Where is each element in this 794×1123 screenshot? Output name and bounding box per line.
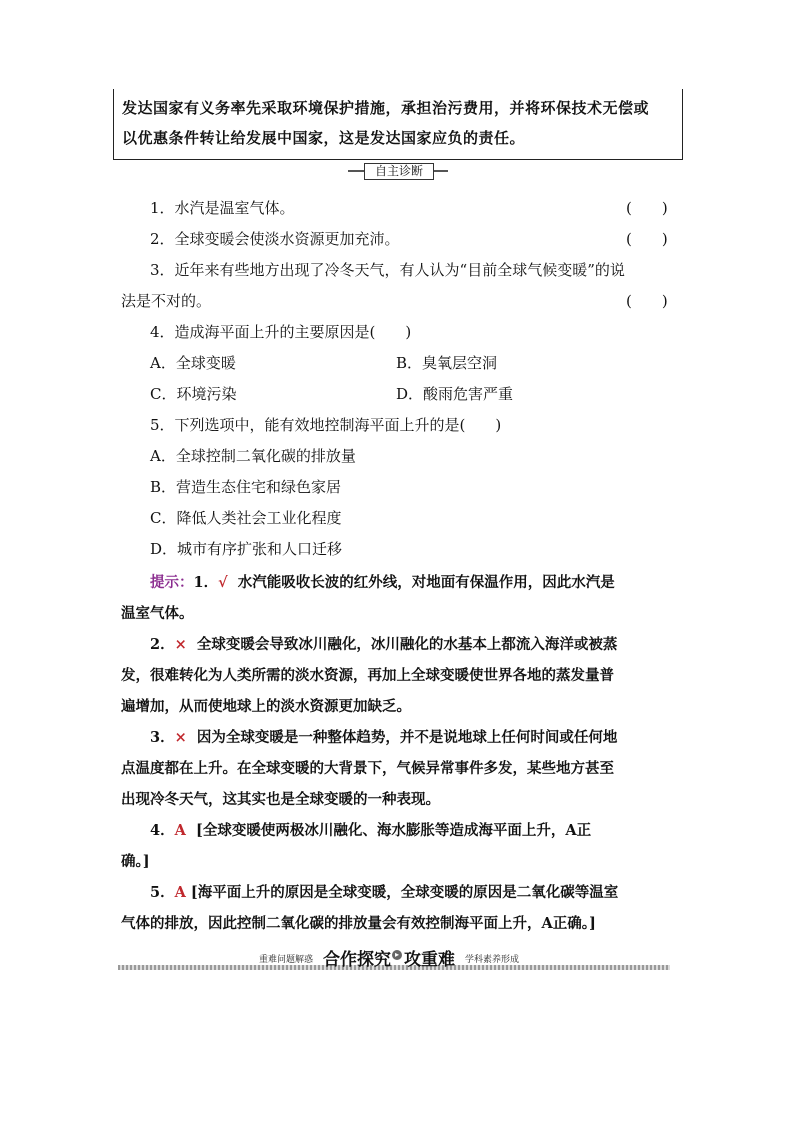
hint-4-text: [全球变暖使两极冰川融化、海水膨胀等造成海平面上升，A正 (195, 822, 592, 839)
question-4-option-d: D．酸雨危害严重 (396, 385, 514, 403)
banner-left-caption: 重难问题解惑 (259, 955, 314, 965)
question-3-line-2: 法是不对的。 (121, 292, 212, 310)
section-tag-label: 自主诊断 (364, 163, 434, 180)
banner-title-left: 合作探究 (323, 950, 391, 970)
arrow-right-icon: ▸ (392, 950, 402, 960)
hint-5-text: [海平面上升的原因是全球变暖，全球变暖的原因是二氧化碳等温室 (190, 884, 619, 901)
question-2: 2．全球变暖会使淡水资源更加充沛。 (150, 230, 400, 248)
banner-stripe (118, 965, 670, 970)
hint-3-text: 因为全球变暖是一种整体趋势，并不是说地球上任何时间或任何地 (196, 729, 618, 746)
banner-right-caption: 学科素养形成 (465, 955, 520, 965)
summary-box (113, 89, 683, 160)
summary-line-2: 以优惠条件转让给发展中国家，这是发达国家应负的责任。 (122, 129, 526, 147)
answer-paren-3: ( ) (626, 292, 668, 310)
tag-bar-left (348, 170, 364, 172)
summary-line-1: 发达国家有义务率先采取环境保护措施，承担治污费用，并将环保技术无偿或 (122, 99, 650, 117)
hint-4-number: 4． (150, 822, 175, 839)
hint-5-line-1 (150, 881, 618, 902)
hint-5-number: 5． (150, 884, 175, 901)
hint-3-number: 3． (150, 729, 175, 746)
banner-title-right: 攻重难 (404, 950, 455, 970)
question-4-option-c: C．环境污染 (150, 385, 237, 403)
hint-4-line-2: 确。] (121, 853, 150, 870)
answer-paren-1: ( ) (626, 199, 668, 217)
hint-1-text: 水汽能吸收长波的红外线，对地面有保温作用，因此水汽是 (237, 574, 615, 591)
section-tag (348, 163, 448, 179)
hint-2-number: 2． (150, 636, 175, 653)
hint-label: 提示： (150, 574, 194, 591)
question-5-option-a: A．全球控制二氧化碳的排放量 (150, 447, 356, 465)
question-3-line-1: 3．近年来有些地方出现了冷冬天气，有人认为“目前全球气候变暖”的说 (150, 261, 625, 279)
question-4-option-a: A．全球变暖 (150, 354, 236, 372)
hint-3-line-3: 出现冷冬天气，这其实也是全球变暖的一种表现。 (121, 791, 440, 808)
section-banner (118, 945, 670, 975)
answer-paren-2: ( ) (626, 230, 668, 248)
question-5-option-b: B．营造生态住宅和绿色家居 (150, 478, 342, 496)
hint-1-line-1 (150, 571, 615, 592)
hint-2-line-1 (150, 633, 617, 654)
question-4-option-b: B．臭氧层空洞 (396, 354, 498, 372)
hint-5-line-2: 气体的排放，因此控制二氧化碳的排放量会有效控制海平面上升，A正确。] (121, 915, 596, 932)
hint-3-mark: × (174, 729, 187, 746)
tag-bar-right (432, 170, 448, 172)
hint-1-mark: √ (218, 574, 228, 591)
question-1: 1．水汽是温室气体。 (150, 199, 295, 217)
hint-1-line-2: 温室气体。 (121, 605, 194, 622)
hint-5-mark: A (174, 884, 186, 901)
hint-2-text: 全球变暖会导致冰川融化，冰川融化的水基本上都流入海洋或被蒸 (196, 636, 618, 653)
hint-2-line-3: 遍增加，从而使地球上的淡水资源更加缺乏。 (121, 698, 411, 715)
question-5: 5．下列选项中，能有效地控制海平面上升的是( ) (150, 416, 502, 434)
hint-1-number: 1． (193, 574, 219, 591)
question-4: 4．造成海平面上升的主要原因是( ) (150, 323, 412, 341)
question-5-option-c: C．降低人类社会工业化程度 (150, 509, 342, 527)
hint-3-line-1 (150, 726, 617, 747)
question-5-option-d: D．城市有序扩张和人口迁移 (150, 540, 343, 558)
hint-4-mark: A (174, 822, 186, 839)
hint-2-line-2: 发，很难转化为人类所需的淡水资源，再加上全球变暖使世界各地的蒸发量普 (121, 667, 614, 684)
hint-3-line-2: 点温度都在上升。在全球变暖的大背景下，气候异常事件多发，某些地方甚至 (121, 760, 614, 777)
hint-2-mark: × (174, 636, 187, 653)
hint-4-line-1 (150, 819, 591, 840)
